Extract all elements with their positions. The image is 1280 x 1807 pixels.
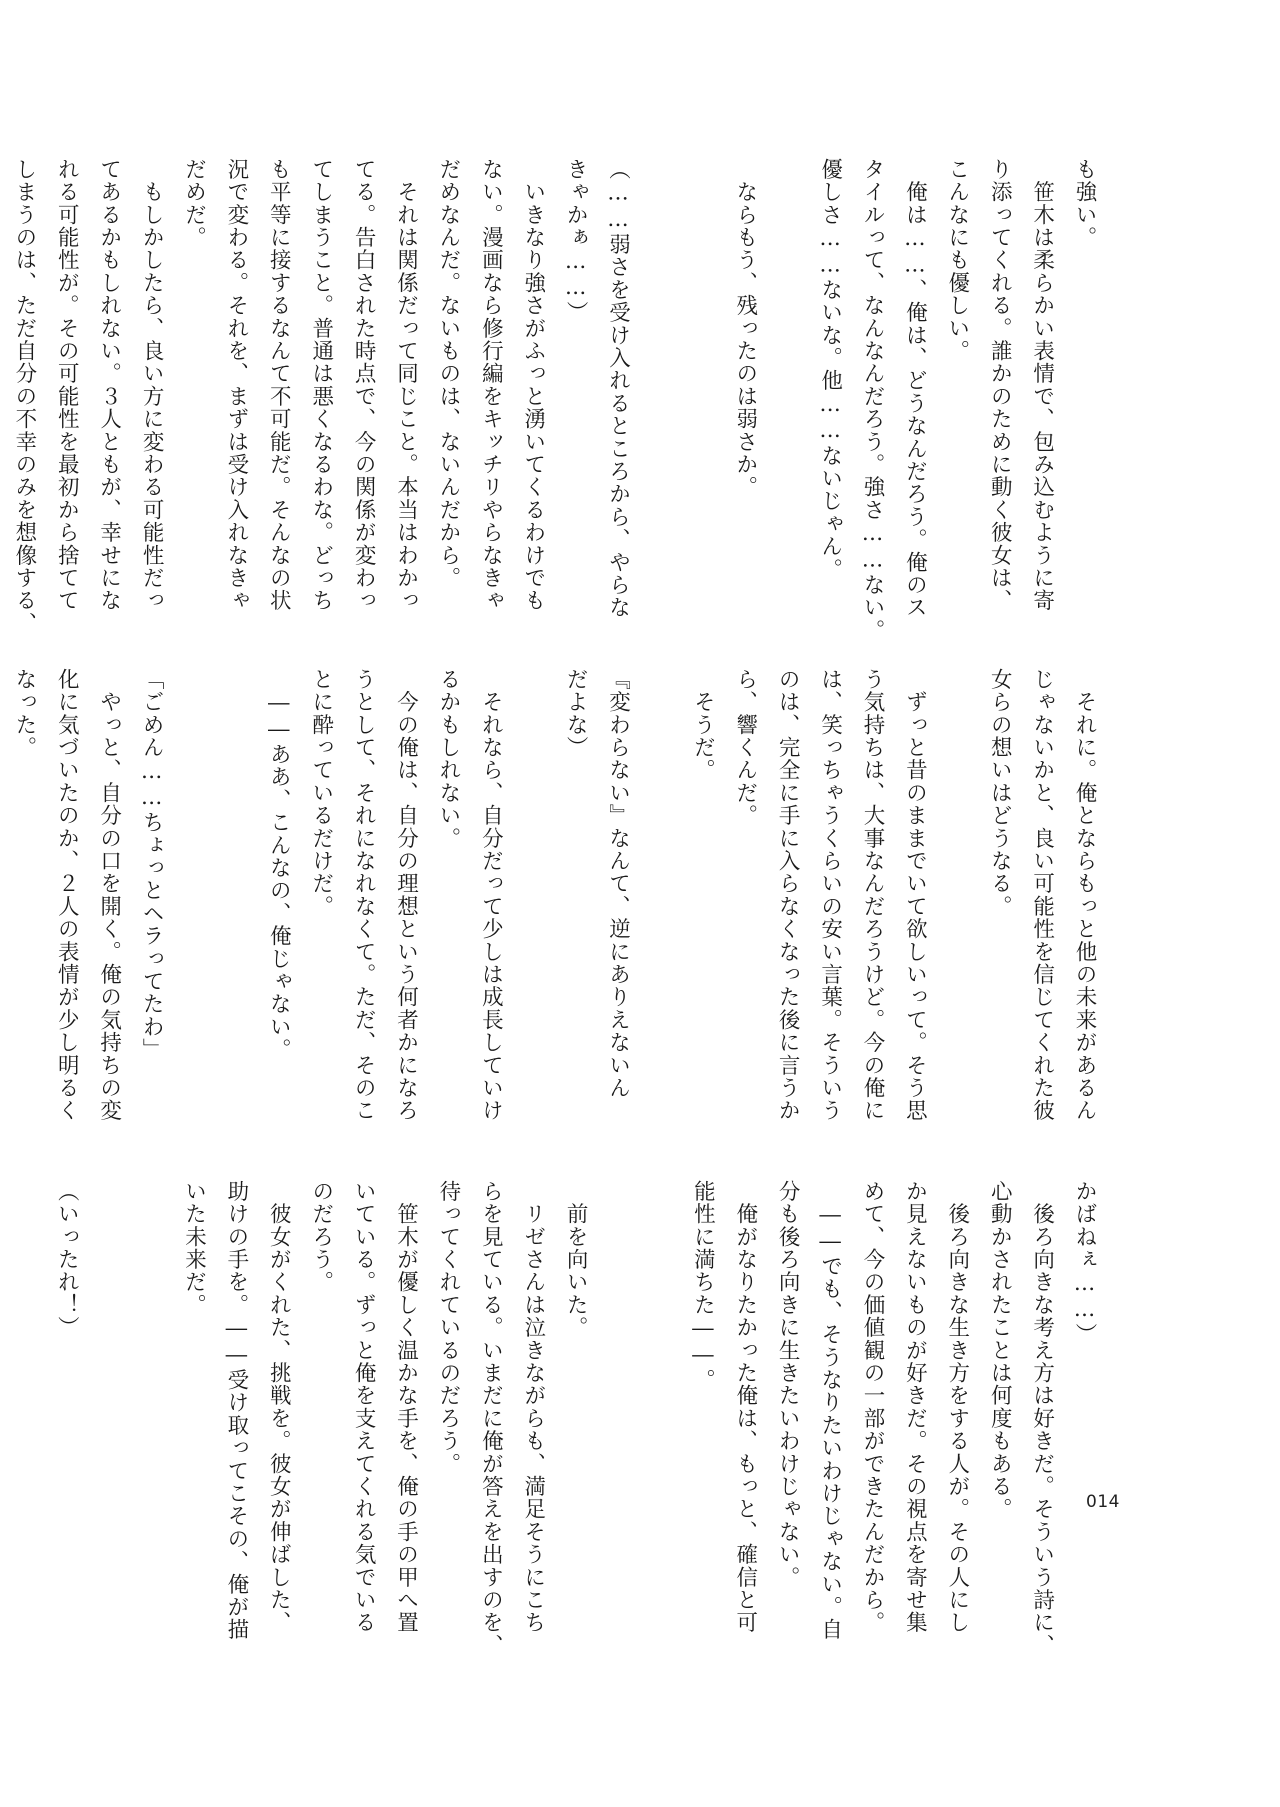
text-line	[2, 1180, 44, 1680]
text-tier-bottom	[54, 1180, 1105, 1680]
text-line: それは関係だって同じこと。本当はわかっ	[393, 158, 419, 612]
text-line: は、笑っちゃうくらいの安い言葉。そういう	[817, 668, 843, 1122]
text-line: こんなにも優しい。	[944, 158, 970, 363]
text-line: 笹木が優しく温かな手を、俺の手の甲へ置	[393, 1180, 419, 1635]
text-line: とに酔っているだけだ。	[308, 668, 334, 918]
text-line: タイルって、なんなんだろう。強さ……ない。	[859, 158, 885, 642]
text-line	[172, 668, 214, 1136]
text-line: てしまうこと。普通は悪くなるわな。どっち	[308, 158, 334, 612]
text-line	[87, 1180, 129, 1680]
text-line: 『変わらない』なんて、逆にありえないん	[605, 668, 631, 1100]
text-line: だよな）	[563, 668, 589, 759]
text-line: それに。俺とならもっと他の未来があるん	[1072, 668, 1097, 1122]
text-line: か見えないものが好きだ。その視点を寄せ集	[902, 1180, 928, 1634]
text-line: かばねぇ……）	[1072, 1180, 1097, 1346]
text-line: いきなり強さがふっと湧いてくるわけでも	[520, 158, 546, 612]
text-line: 俺は……、俺は、どうなんだろう。俺のス	[902, 158, 928, 619]
text-line: 「ごめん……ちょっとヘラってたわ」	[139, 668, 165, 1061]
text-line: れる可能性が。その可能性を最初から捨てて	[54, 158, 80, 612]
text-line: いている。ずっと俺を支えてくれる気でいる	[351, 1180, 377, 1634]
text-line	[0, 1180, 2, 1680]
text-line: ――でも、そうなりたいわけじゃない。自	[817, 1180, 843, 1641]
text-line: 後ろ向きな生き方をする人が。その人にし	[944, 1180, 970, 1634]
text-line: 前を向いた。	[563, 1180, 589, 1339]
text-line: のだろう。	[308, 1180, 334, 1294]
text-line: 助けの手を。――受け取ってこその、俺が描	[223, 1180, 249, 1641]
text-line: 女らの想いはどうなる。	[987, 668, 1013, 918]
text-line	[130, 1180, 172, 1680]
text-line	[511, 668, 553, 1136]
text-line	[681, 158, 723, 638]
text-line: だめだ。	[181, 158, 207, 249]
text-line: ら、響くんだ。	[732, 668, 758, 827]
text-line: じゃないかと、良い可能性を信じてくれた彼	[1029, 668, 1055, 1122]
text-line: も平等に接するなんて不可能だ。そんなの状	[266, 158, 292, 612]
text-line	[766, 158, 808, 638]
text-line: だめなんだ。ないものは、ないんだから。	[435, 158, 461, 590]
text-line: それなら、自分だって少しは成長していけ	[478, 668, 504, 1122]
text-line	[639, 1180, 681, 1680]
text-line: めて、今の価値観の一部ができたんだから。	[859, 1180, 885, 1634]
text-line: （いったれ！）	[54, 1180, 80, 1339]
text-line	[596, 1180, 638, 1680]
text-line: やっと、自分の口を開く。俺の気持ちの変	[96, 668, 122, 1122]
text-line: 化に気づいたのか、２人の表情が少し明るく	[54, 668, 80, 1122]
text-line: 待ってくれているのだろう。	[435, 1180, 461, 1476]
text-line: 況で変わる。それを、まずは受け入れなきゃ	[223, 158, 249, 612]
text-line: いた未来だ。	[181, 1180, 207, 1317]
text-line: そうだ。	[690, 668, 716, 782]
text-line: 今の俺は、自分の理想という何者かになろ	[393, 668, 419, 1122]
text-line: なった。	[11, 668, 37, 759]
text-tier-top	[11, 158, 1105, 642]
text-line: のは、完全に手に入らなくなった後に言うか	[775, 668, 801, 1122]
text-line: ない。漫画なら修行編をキッチリやらなきゃ	[478, 158, 504, 612]
text-line	[639, 158, 681, 638]
text-line: ――ああ、こんなの、俺じゃない。	[266, 668, 292, 1061]
text-line: う気持ちは、大事なんだろうけど。今の俺に	[859, 668, 885, 1122]
text-line: 笹木は柔らかい表情で、包み込むように寄	[1029, 158, 1055, 612]
text-line: しまうのは、ただ自分の不幸のみを想像する、	[11, 158, 37, 635]
text-line: もしかしたら、良い方に変わる可能性だっ	[139, 158, 165, 612]
text-line	[935, 668, 977, 1136]
text-line: るかもしれない。	[435, 668, 461, 850]
text-tier-middle	[11, 668, 1105, 1136]
text-line: ずっと昔のままでいて欲しいって。そう思	[902, 668, 928, 1122]
text-line: ならもう、残ったのは弱さか。	[732, 158, 758, 499]
text-line: 能性に満ちた――。	[690, 1180, 716, 1392]
text-line: きゃかぁ……）	[563, 158, 589, 324]
text-line: てる。告白された時点で、今の関係が変わっ	[351, 158, 377, 612]
text-line: 心動かされたことは何度もある。	[987, 1180, 1013, 1521]
text-line: らを見ている。いまだに俺が答えを出すのを、	[478, 1180, 504, 1657]
text-line	[639, 668, 681, 1136]
text-line: も強い。	[1072, 158, 1097, 249]
page-number: 014	[1086, 1492, 1120, 1512]
text-line: リゼさんは泣きながらも、満足そうにこち	[520, 1180, 546, 1634]
text-line: 優しさ……ないな。他……ないじゃん。	[817, 158, 843, 581]
text-line: （……弱さを受け入れるところから、やらな	[605, 158, 631, 619]
text-line: 俺がなりたかった俺は、もっと、確信と可	[732, 1180, 758, 1634]
text-line: うとして、それになれなくて。ただ、そのこ	[351, 668, 377, 1122]
text-line: てあるかもしれない。３人ともが、幸せにな	[96, 158, 122, 612]
text-line	[214, 668, 256, 1136]
text-line: り添ってくれる。誰かのために動く彼女は、	[987, 158, 1013, 612]
text-line: 彼女がくれた、挑戦を。彼女が伸ばした、	[266, 1180, 292, 1634]
text-line: 分も後ろ向きに生きたいわけじゃない。	[775, 1180, 801, 1589]
text-line: 後ろ向きな考え方は好きだ。そういう詩に、	[1029, 1180, 1055, 1657]
